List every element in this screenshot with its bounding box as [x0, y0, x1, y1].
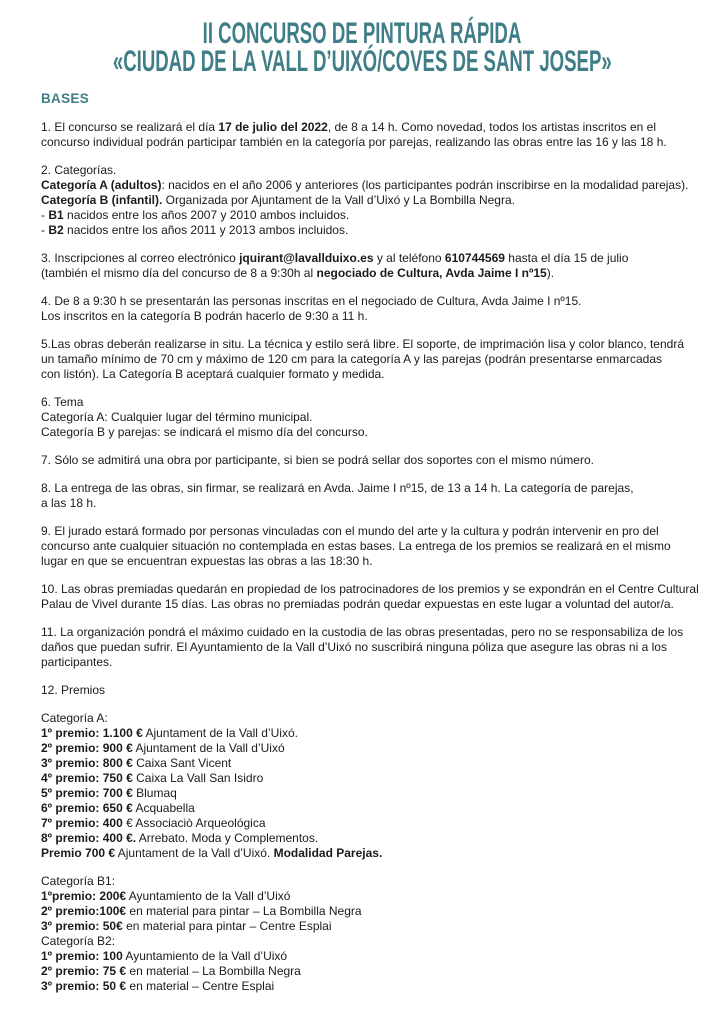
bold-text-run: 2º premio: 75 € [41, 964, 127, 978]
bold-text-run: 6º premio: 650 € [41, 801, 133, 815]
document-header [0, 0, 724, 106]
paragraph [41, 582, 699, 612]
text-line [41, 425, 686, 440]
paragraph [41, 337, 686, 382]
text-run: 10. Las obras premiadas quedarán en propiedad de los patrocinadores de los premios y se expondrán en el Centre Cultural [41, 582, 699, 596]
text-line [41, 979, 686, 994]
text-run: Organizada por Ajuntament de la Vall d’Uixó y La Bombilla Negra. [162, 193, 515, 207]
text-line [41, 178, 689, 193]
text-line [41, 934, 686, 949]
text-line [41, 524, 686, 539]
text-run: - [41, 223, 49, 237]
text-run: y al teléfono [373, 251, 445, 265]
text-line [41, 135, 686, 150]
bold-text-run: 8º premio: 400 €. [41, 831, 137, 845]
text-line [41, 294, 686, 309]
text-line [41, 964, 686, 979]
paragraph [41, 524, 686, 569]
document-subtitle [0, 45, 724, 78]
text-run: 4. De 8 a 9:30 h se presentarán las personas inscritas en el negociado de Cultura, Avda Jaime I nº15. [41, 294, 582, 308]
text-line [41, 496, 686, 511]
document-title-line-2: «CIUDAD DE LA VALL D’UIXÓ/COVES DE SANT JOSEP» [112, 45, 612, 78]
paragraph [41, 251, 686, 281]
bold-text-run: Premio 700 € [41, 846, 116, 860]
text-run: Categoría B y parejas: se indicará el mismo día del concurso. [41, 425, 368, 439]
text-run: concurso ante cualquier situación no contemplada en estas bases. La entrega de los premios se realizará en el mismo [41, 539, 671, 553]
text-run: : nacidos en el año 2006 y anteriores (los participantes podrán inscribirse en la modalidad parejas). [161, 178, 689, 192]
text-line [41, 816, 686, 831]
bold-text-run: B2 [48, 223, 64, 237]
text-line [41, 367, 686, 382]
text-run: un tamaño mínimo de 70 cm y máximo de 120 cm para la categoría A y las parejas (podrán presentarse enmarcadas [41, 352, 662, 366]
bold-text-run: 1º premio: 100 [41, 949, 123, 963]
text-run: Caixa La Vall San Isidro [132, 771, 264, 785]
text-line [41, 831, 686, 846]
paragraph [41, 294, 686, 324]
paragraph [41, 395, 686, 440]
bold-text-run: 3º premio: 50 € [41, 979, 127, 993]
text-run: Arrebato. Moda y Complementos. [136, 831, 319, 845]
text-run: Categoría B1: [41, 874, 116, 888]
text-run: ). [546, 266, 555, 280]
text-line [41, 597, 686, 612]
paragraph [41, 453, 686, 468]
text-line [41, 582, 699, 597]
text-run: hasta el día 15 de julio [504, 251, 629, 265]
text-run: 7. Sólo se admitirá una obra por participante, si bien se podrá sellar dos soportes con el mismo número. [41, 453, 594, 467]
text-run: Categoría A: [41, 711, 108, 725]
bold-text-run: 4º premio: 750 € [41, 771, 133, 785]
paragraph [41, 711, 686, 861]
text-run: Los inscritos en la categoría B podrán hacerlo de 9:30 a 11 h. [41, 309, 368, 323]
text-run: Ajuntament de la Vall d’Uixó [132, 741, 285, 755]
text-run: 5.Las obras deberán realizarse in situ. La técnica y estilo será libre. El soporte, de imprimación lisa y color blanco, tendrá [41, 337, 684, 351]
bold-text-run: jquirant@lavallduixo.es [239, 251, 374, 265]
text-line [41, 640, 686, 655]
text-run: en material – Centre Esplai [126, 979, 275, 993]
text-line [41, 481, 686, 496]
text-run: , de 8 a 14 h. Como novedad, todos los artistas inscritos en el [327, 120, 656, 134]
text-run: 8. La entrega de las obras, sin firmar, se realizará en Avda. Jaime I nº15, de 13 a 14 h. La categoría de parejas, [41, 481, 634, 495]
text-line [41, 539, 686, 554]
bold-text-run: 3º premio: 50€ [41, 919, 123, 933]
text-line [41, 309, 686, 324]
text-run: Caixa Sant Vicent [132, 756, 232, 770]
paragraph [41, 481, 686, 511]
text-run: Blumaq [132, 786, 177, 800]
text-line [41, 919, 686, 934]
text-line [41, 337, 686, 352]
bold-text-run: 610744569 [444, 251, 505, 265]
paragraph [41, 625, 686, 670]
text-run: Ajuntament de la Vall d’Uixó. [115, 846, 274, 860]
text-line [41, 904, 686, 919]
document-title-line-1: II CONCURSO DE PINTURA RÁPIDA [202, 17, 522, 50]
text-line [41, 683, 686, 698]
text-line [41, 711, 686, 726]
text-line [41, 395, 686, 410]
text-line [41, 163, 686, 178]
bold-text-run: negociado de Cultura, Avda Jaime I nº15 [316, 266, 547, 280]
text-run: nacidos entre los años 2007 y 2010 ambos incluidos. [63, 208, 350, 222]
text-run: en material – La Bombilla Negra [126, 964, 301, 978]
text-line [41, 453, 686, 468]
text-run: 3. Inscripciones al correo electrónico [41, 251, 240, 265]
bold-text-run: 2º premio: 900 € [41, 741, 133, 755]
bold-text-run: 5º premio: 700 € [41, 786, 133, 800]
paragraph [41, 874, 686, 994]
text-line [41, 266, 686, 281]
text-run: concurso individual podrán participar también en la categoría por parejas, realizando las obras entre las 16 y las 18 h. [41, 135, 667, 149]
text-run: lugar en que se encuentran expuestas las obras a las 18:30 h. [41, 554, 373, 568]
text-run: Acquabella [132, 801, 195, 815]
paragraph [41, 683, 686, 698]
text-line [41, 251, 686, 266]
text-run: (también el mismo día del concurso de 8 a 9:30h al [41, 266, 317, 280]
text-run: 12. Premios [41, 683, 106, 697]
text-line [41, 208, 686, 223]
text-line [41, 771, 686, 786]
text-run: en material para pintar – La Bombilla Negra [126, 904, 362, 918]
text-run: a las 18 h. [41, 496, 97, 510]
bold-text-run: 2º premio:100€ [41, 904, 127, 918]
text-run: 9. El jurado estará formado por personas vinculadas con el mundo del arte y la cultura y podrán intervenir en pro del [41, 524, 659, 538]
text-run: 1. El concurso se realizará el día [41, 120, 219, 134]
paragraph [41, 163, 689, 238]
text-run: Palau de Vivel durante 15 días. Las obras no premiadas podrán quedar expuestas en este lugar a voluntad del autor/a. [41, 597, 674, 611]
text-run: Categoría A: Cualquier lugar del término municipal. [41, 410, 313, 424]
bold-text-run: Modalidad Parejas. [273, 846, 383, 860]
text-run: 11. La organización pondrá el máximo cuidado en la custodia de las obras presentadas, pero no se responsabiliza de los [41, 625, 684, 639]
text-line [41, 410, 686, 425]
paragraph [41, 120, 686, 150]
text-line [41, 554, 686, 569]
text-line [41, 625, 686, 640]
text-run: € Associaciò Arqueológica [122, 816, 266, 830]
bold-text-run: Categoría A (adultos) [41, 178, 162, 192]
text-run: con listón). La Categoría B aceptará cualquier formato y medida. [41, 367, 385, 381]
bold-text-run: Categoría B (infantil). [41, 193, 163, 207]
text-line [41, 874, 686, 889]
text-run: 6. Tema [41, 395, 84, 409]
text-run: - [41, 208, 49, 222]
bold-text-run: 1ºpremio: 200€ [41, 889, 127, 903]
text-run: nacidos entre los años 2011 y 2013 ambos incluidos. [63, 223, 349, 237]
text-run: participantes. [41, 655, 113, 669]
text-line [41, 741, 686, 756]
text-run: Ayuntamiento de la Vall d’Uixó [126, 889, 291, 903]
bold-text-run: B1 [48, 208, 64, 222]
text-line [41, 223, 686, 238]
bold-text-run: 3º premio: 800 € [41, 756, 133, 770]
text-line [41, 756, 686, 771]
document-body [41, 120, 699, 994]
text-run: Ajuntament de la Vall d’Uixó. [142, 726, 298, 740]
text-line [41, 352, 686, 367]
text-line [41, 786, 686, 801]
text-line [41, 655, 686, 670]
text-line [41, 889, 686, 904]
text-run: en material para pintar – Centre Esplai [122, 919, 332, 933]
text-line [41, 120, 686, 135]
text-line [41, 949, 686, 964]
text-line [41, 846, 686, 861]
bold-text-run: 7º premio: 400 [41, 816, 123, 830]
text-line [41, 726, 686, 741]
bold-text-run: 1º premio: 1.100 € [41, 726, 143, 740]
text-run: Categoría B2: [41, 934, 116, 948]
text-run: Ayuntamiento de la Vall d’Uixó [122, 949, 288, 963]
bold-text-run: 17 de julio del 2022 [218, 120, 328, 134]
text-run: daños que puedan sufrir. El Ayuntamiento de la Vall d’Uixó no suscribirá ninguna póliza que asegure las obras ni a los [41, 640, 667, 654]
text-line [41, 801, 686, 816]
text-run: 2. Categorías. [41, 163, 117, 177]
text-line [41, 193, 686, 208]
document-title [0, 17, 724, 50]
section-heading-bases: BASES [41, 91, 90, 106]
